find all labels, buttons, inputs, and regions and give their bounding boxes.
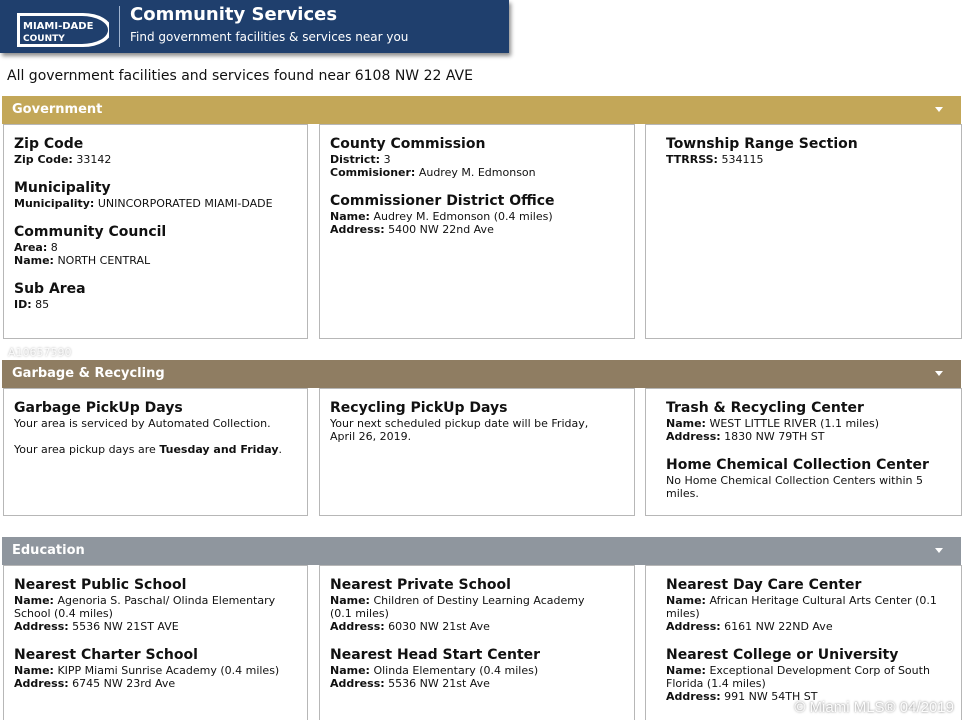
chemical-center-title: Home Chemical Collection Center <box>666 457 929 473</box>
government-panel-right <box>645 124 962 339</box>
head-start-name: Olinda Elementary (0.4 miles) <box>373 664 539 677</box>
chemical-center-block <box>666 457 961 500</box>
township-value: 534115 <box>721 153 764 166</box>
trash-center-name: WEST LITTLE RIVER (1.1 miles) <box>709 417 880 430</box>
private-school-title: Nearest Private School <box>330 577 511 593</box>
government-section-header[interactable] <box>2 96 961 124</box>
education-section-title: Education <box>12 543 85 558</box>
district-office-name: Audrey M. Edmonson (0.4 miles) <box>373 210 553 223</box>
recycling-pickup-title: Recycling PickUp Days <box>330 400 508 416</box>
logo-line2: COUNTY <box>23 34 65 44</box>
charter-school-block <box>14 647 307 690</box>
college-name-line1: Exceptional Development Corp of South <box>709 664 930 677</box>
government-panel-middle <box>319 124 635 339</box>
council-name-label: Name: <box>14 254 54 267</box>
zip-code-title: Zip Code <box>14 136 84 152</box>
charter-school-title: Nearest Charter School <box>14 647 198 663</box>
day-care-block <box>666 577 961 633</box>
miami-dade-logo[interactable] <box>17 13 109 47</box>
zip-code-block <box>14 136 307 166</box>
garbage-days-value: Tuesday and Friday <box>159 443 279 456</box>
garbage-days-suffix: . <box>278 443 283 456</box>
public-school-name-label: Name: <box>14 594 54 607</box>
chevron-down-icon[interactable] <box>935 107 943 112</box>
government-panel-left <box>3 124 308 339</box>
district-office-title: Commissioner District Office <box>330 193 555 209</box>
sub-area-value: 85 <box>35 298 50 311</box>
recycling-text-line2: April 26, 2019. <box>330 430 412 443</box>
trash-center-title: Trash & Recycling Center <box>666 400 864 416</box>
township-title: Township Range Section <box>666 136 858 152</box>
education-panel-right <box>645 565 962 720</box>
charter-school-name-label: Name: <box>14 664 54 677</box>
public-school-name-line1: Agenoria S. Paschal/ Olinda Elementary <box>57 594 276 607</box>
county-commission-title: County Commission <box>330 136 486 152</box>
day-care-address: 6161 NW 22ND Ave <box>724 620 833 633</box>
sub-area-title: Sub Area <box>14 281 86 297</box>
public-school-address: 5536 NW 21ST AVE <box>72 620 179 633</box>
private-school-name-label: Name: <box>330 594 370 607</box>
college-name-line2: Florida (1.4 miles) <box>666 677 766 690</box>
chemical-text-line1: No Home Chemical Collection Centers within 5 <box>666 474 923 487</box>
day-care-title: Nearest Day Care Center <box>666 577 862 593</box>
charter-school-address: 6745 NW 23rd Ave <box>72 677 176 690</box>
college-block <box>666 647 961 703</box>
sub-area-label: ID: <box>14 298 32 311</box>
community-council-block <box>14 224 307 267</box>
district-office-block <box>330 193 634 236</box>
logo-line1: MIAMI-DADE <box>23 21 94 32</box>
charter-school-name: KIPP Miami Sunrise Academy (0.4 miles) <box>57 664 280 677</box>
garbage-days-text <box>14 443 307 456</box>
recycling-pickup-block <box>330 400 634 443</box>
college-address-label: Address: <box>666 690 721 703</box>
township-label: TTRRSS: <box>666 153 718 166</box>
garbage-panel-left <box>3 388 308 516</box>
zip-code-value: 33142 <box>76 153 112 166</box>
township-block <box>666 136 961 166</box>
trash-center-address: 1830 NW 79TH ST <box>724 430 825 443</box>
public-school-title: Nearest Public School <box>14 577 187 593</box>
day-care-name-line2: miles) <box>666 607 700 620</box>
trash-center-name-label: Name: <box>666 417 706 430</box>
municipality-label: Municipality: <box>14 197 95 210</box>
garbage-days-prefix: Your area pickup days are <box>14 443 160 456</box>
private-school-address-label: Address: <box>330 620 385 633</box>
head-start-block <box>330 647 634 690</box>
district-value: 3 <box>383 153 391 166</box>
listing-id-watermark: A10657590 <box>8 346 72 359</box>
garbage-service-text: Your area is serviced by Automated Collection. <box>14 417 271 430</box>
public-school-block <box>14 577 307 633</box>
council-area-value: 8 <box>50 241 58 254</box>
head-start-address: 5536 NW 21st Ave <box>388 677 490 690</box>
charter-school-address-label: Address: <box>14 677 69 690</box>
chevron-down-icon[interactable] <box>935 371 943 376</box>
copyright-watermark: © Miami MLS® 04/2019 <box>794 699 954 716</box>
garbage-pickup-title: Garbage PickUp Days <box>14 400 183 416</box>
district-office-address-label: Address: <box>330 223 385 236</box>
education-panel-middle <box>319 565 635 720</box>
garbage-pickup-block <box>14 400 307 456</box>
government-section-title: Government <box>12 102 103 117</box>
garbage-panel-middle <box>319 388 635 516</box>
day-care-name-line1: African Heritage Cultural Arts Center (0.1 <box>709 594 937 607</box>
page-title: Community Services <box>130 4 338 25</box>
college-address: 991 NW 54TH ST <box>724 690 818 703</box>
district-office-address: 5400 NW 22nd Ave <box>388 223 494 236</box>
council-name-value: NORTH CENTRAL <box>57 254 151 267</box>
public-school-name-line2: School (0.4 miles) <box>14 607 113 620</box>
district-office-name-label: Name: <box>330 210 370 223</box>
public-school-address-label: Address: <box>14 620 69 633</box>
education-section-header[interactable] <box>2 537 961 565</box>
garbage-section-title: Garbage & Recycling <box>12 366 165 381</box>
head-start-address-label: Address: <box>330 677 385 690</box>
trash-center-address-label: Address: <box>666 430 721 443</box>
sub-area-block <box>14 281 307 311</box>
district-label: District: <box>330 153 381 166</box>
recycling-text-line1: Your next scheduled pickup date will be Friday, <box>330 417 589 430</box>
day-care-address-label: Address: <box>666 620 721 633</box>
private-school-block <box>330 577 634 633</box>
banner-divider <box>119 6 120 47</box>
college-name-label: Name: <box>666 664 706 677</box>
community-council-title: Community Council <box>14 224 167 240</box>
page-subtitle: Find government facilities & services near you <box>130 30 409 44</box>
head-start-title: Nearest Head Start Center <box>330 647 541 663</box>
private-school-name-line1: Children of Destiny Learning Academy <box>373 594 585 607</box>
garbage-panel-right <box>645 388 962 516</box>
results-intro: All government facilities and services found near 6108 NW 22 AVE <box>7 68 473 84</box>
council-area-label: Area: <box>14 241 48 254</box>
day-care-name-label: Name: <box>666 594 706 607</box>
private-school-name-line2: (0.1 miles) <box>330 607 389 620</box>
education-panel-left <box>3 565 308 720</box>
county-commission-block <box>330 136 634 179</box>
college-title: Nearest College or University <box>666 647 899 663</box>
head-start-name-label: Name: <box>330 664 370 677</box>
municipality-title: Municipality <box>14 180 111 196</box>
municipality-block <box>14 180 307 210</box>
commissioner-label: Commisioner: <box>330 166 416 179</box>
trash-center-block <box>666 400 961 443</box>
zip-code-label: Zip Code: <box>14 153 73 166</box>
chevron-down-icon[interactable] <box>935 548 943 553</box>
chemical-text-line2: miles. <box>666 487 699 500</box>
header-banner <box>0 0 509 53</box>
private-school-address: 6030 NW 21st Ave <box>388 620 490 633</box>
garbage-section-header[interactable] <box>2 360 961 388</box>
commissioner-value: Audrey M. Edmonson <box>418 166 536 179</box>
municipality-value: UNINCORPORATED MIAMI-DADE <box>97 197 273 210</box>
